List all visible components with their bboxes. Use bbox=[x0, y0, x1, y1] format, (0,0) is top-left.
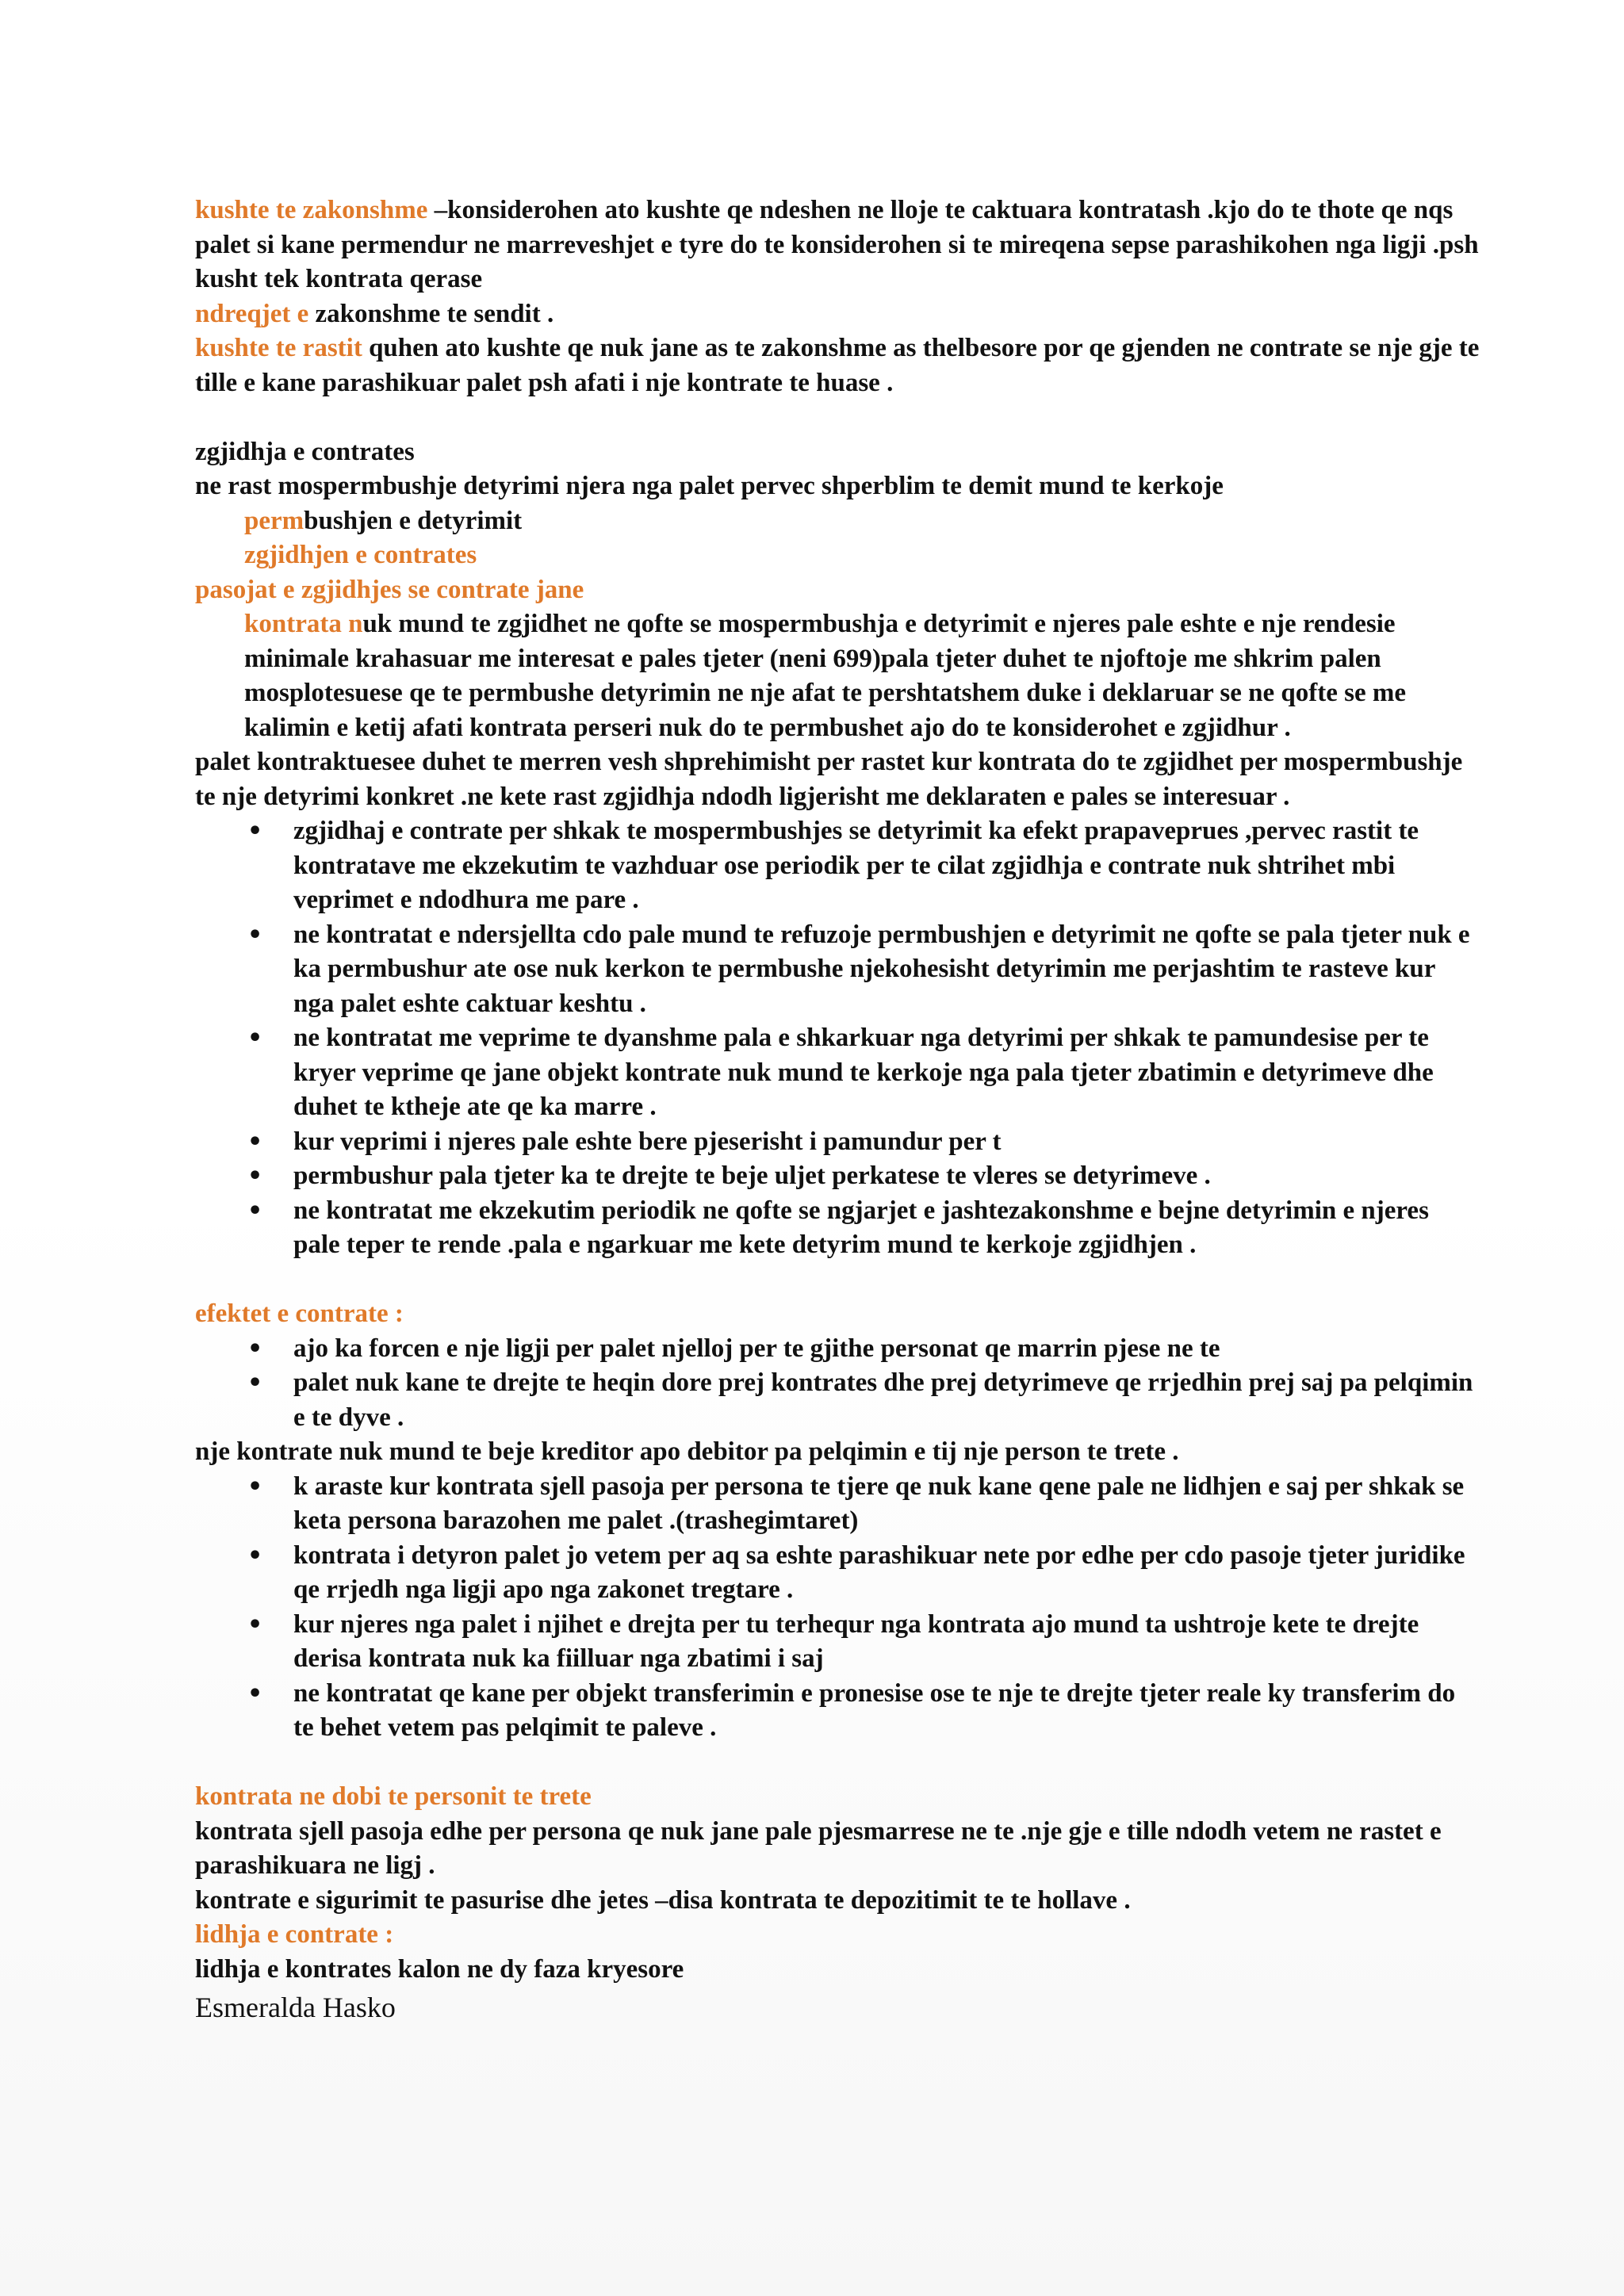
heading-kushte-zakonshme: kushte te zakonshme bbox=[195, 196, 428, 224]
section-title-zgjidhja: zgjidhja e contrates bbox=[195, 437, 415, 466]
list-item: • ne kontratat me veprime te dyanshme pala e shkarkuar nga detyrimi per shkak te pamundesise per te kryer veprime qe jane objekt kontrate nuk mund te kerkoje nga pala tjeter zbatimin e detyrimeve dhe duhet te ktheje ate qe ka marre . bbox=[195, 1021, 1480, 1125]
spacer bbox=[195, 1263, 1480, 1298]
list-item: • ne kontratat e ndersjellta cdo pale mund te refuzoje permbushjen e detyrimit ne qofte se pala tjeter nuk e ka permbushur ate ose nuk kerkon te permbushe njekohesisht detyrimin me perjashtim te rasteve kur nga palet eshte caktuar keshtu . bbox=[195, 918, 1480, 1022]
paragraph-kushte-zakonshme bbox=[195, 193, 1480, 297]
spacer bbox=[195, 1746, 1480, 1781]
text-kontrata-rest: uk mund te zgjidhet ne qofte se mospermbushja e detyrimit e njeres pale eshte e nje rendesie minimale krahasuar me interesat e pales tjeter (neni 699)pala tjeter duhet te njoftoje me shkrim palen mosplotesuese qe te permbushe detyrimin ne nje afat te pershtatshem duke i deklaruar se ne qofte se me kalimin e ketij afati kontrata perseri nuk do te permbushet ajo do te konsiderohet e zgjidhur . bbox=[244, 610, 1407, 742]
text-perm-orange: perm bbox=[244, 506, 304, 535]
bullet-list-pasojat bbox=[195, 1470, 1480, 1746]
paragraph-palet: palet kontraktuesee duhet te merren vesh shprehimisht per rastet kur kontrata do te zgjidhet per mospermbushje te nje detyrimi konkret .ne kete rast zgjidhja ndodh ligjerisht me deklaraten e pales se interesuar . bbox=[195, 748, 1463, 811]
bullet-list-zgjidhja bbox=[195, 814, 1480, 1263]
list-item: • zgjidhaj e contrate per shkak te mospermbushjes se detyrimit ka efekt prapaveprues ,pervec rastit te kontratave me ekzekutim te vazhduar ose periodik per te cilat zgjidhja e contrate nuk shtrihet mbi veprimet e ndodhura me pare . bbox=[195, 814, 1480, 918]
list-item: • kur veprimi i njeres pale eshte bere pjeserisht i pamundur per t bbox=[195, 1125, 1480, 1160]
paragraph-nje-kontrate: nje kontrate nuk mund te beje kreditor apo debitor pa pelqimin e tij nje person te trete . bbox=[195, 1437, 1179, 1466]
heading-efektet: efektet e contrate : bbox=[195, 1299, 404, 1328]
paragraph-kontrata-nuk bbox=[195, 607, 1480, 745]
document-body bbox=[195, 193, 1480, 2026]
list-item: • palet nuk kane te drejte te heqin dore prej kontrates dhe prej detyrimeve qe rrjedhin prej saj pa pelqimin e te dyve . bbox=[195, 1366, 1480, 1435]
item-permbushjen bbox=[195, 504, 1480, 539]
paragraph-dobi: kontrata sjell pasoja edhe per persona qe nuk jane pale pjesmarrese ne te .nje gje e tille ndodh vetem ne rastet e parashikuara ne ligj . bbox=[195, 1816, 1442, 1880]
paragraph-lidhja: lidhja e kontrates kalon ne dy faza kryesore bbox=[195, 1954, 684, 1984]
list-item: • ne kontratat qe kane per objekt transferimin e pronesise ose te nje te drejte tjeter reale ky transferim do te behet vetem pas pelqimit te paleve . bbox=[195, 1677, 1480, 1746]
text-kushte-rastit: quhen ato kushte qe nuk jane as te zakonshme as thelbesore por qe gjenden ne contrate se nje gje te tille e kane parashikuar palet psh afati i nje kontrate te huase . bbox=[195, 334, 1480, 397]
item-zgjidhjen: zgjidhjen e contrates bbox=[244, 541, 477, 569]
list-item: • k araste kur kontrata sjell pasoja per persona te tjere qe nuk kane qene pale ne lidhjen e saj per shkak se keta persona barazohen me palet .(trashegimtaret) bbox=[195, 1470, 1480, 1539]
paragraph-zgjidhja: ne rast mospermbushje detyrimi njera nga palet pervec shperblim te demit mund te kerkoje bbox=[195, 472, 1224, 500]
spacer bbox=[195, 400, 1480, 435]
list-item: • kur njeres nga palet i njihet e drejta per tu terhequr nga kontrata ajo mund ta ushtroje kete te drejte derisa kontrata nuk ka fiilluar nga zbatimi i saj bbox=[195, 1608, 1480, 1677]
heading-lidhja: lidhja e contrate : bbox=[195, 1920, 394, 1949]
bullet-list-efektet bbox=[195, 1332, 1480, 1436]
text-kushte-zakonshme: –konsiderohen ato kushte qe ndeshen ne lloje te caktuara kontratash .kjo do te thote qe nqs palet si kane permendur ne marreveshjet e tyre do te konsiderohen si te mireqena sepse parashikohen nga ligji .psh kusht tek kontrata qerase bbox=[195, 196, 1479, 293]
heading-kushte-rastit: kushte te rastit bbox=[195, 334, 362, 362]
author-signature: Esmeralda Hasko bbox=[195, 1992, 396, 2023]
heading-ndreqjet: ndreqjet e bbox=[195, 299, 309, 328]
heading-dobi: kontrata ne dobi te personit te trete bbox=[195, 1782, 592, 1811]
list-item: • ajo ka forcen e nje ligji per palet njelloj per te gjithe personat qe marrin pjese ne te bbox=[195, 1332, 1480, 1367]
text-perm-rest: bushjen e detyrimit bbox=[304, 506, 523, 535]
list-item: • ne kontratat me ekzekutim periodik ne qofte se ngjarjet e jashtezakonshme e bejne detyrimin e njeres pale teper te rende .pala e ngarkuar me kete detyrim mund te kerkoje zgjidhjen . bbox=[195, 1194, 1480, 1263]
list-item: • kontrata i detyron palet jo vetem per aq sa eshte parashikuar nete por edhe per cdo pasoje tjeter juridike qe rrjedh nga ligji apo nga zakonet tregtare . bbox=[195, 1539, 1480, 1608]
paragraph-kushte-rastit bbox=[195, 331, 1480, 400]
text-kontrata-orange: kontrata n bbox=[244, 610, 363, 638]
paragraph-ndreqjet bbox=[195, 297, 1480, 332]
paragraph-sigurim: kontrate e sigurimit te pasurise dhe jetes –disa kontrata te depozitimit te te hollave . bbox=[195, 1885, 1131, 1915]
heading-pasojat: pasojat e zgjidhjes se contrate jane bbox=[195, 575, 584, 604]
list-item: • permbushur pala tjeter ka te drejte te beje uljet perkatese te vleres se detyrimeve . bbox=[195, 1159, 1480, 1194]
text-ndreqjet: zakonshme te sendit . bbox=[308, 299, 554, 328]
